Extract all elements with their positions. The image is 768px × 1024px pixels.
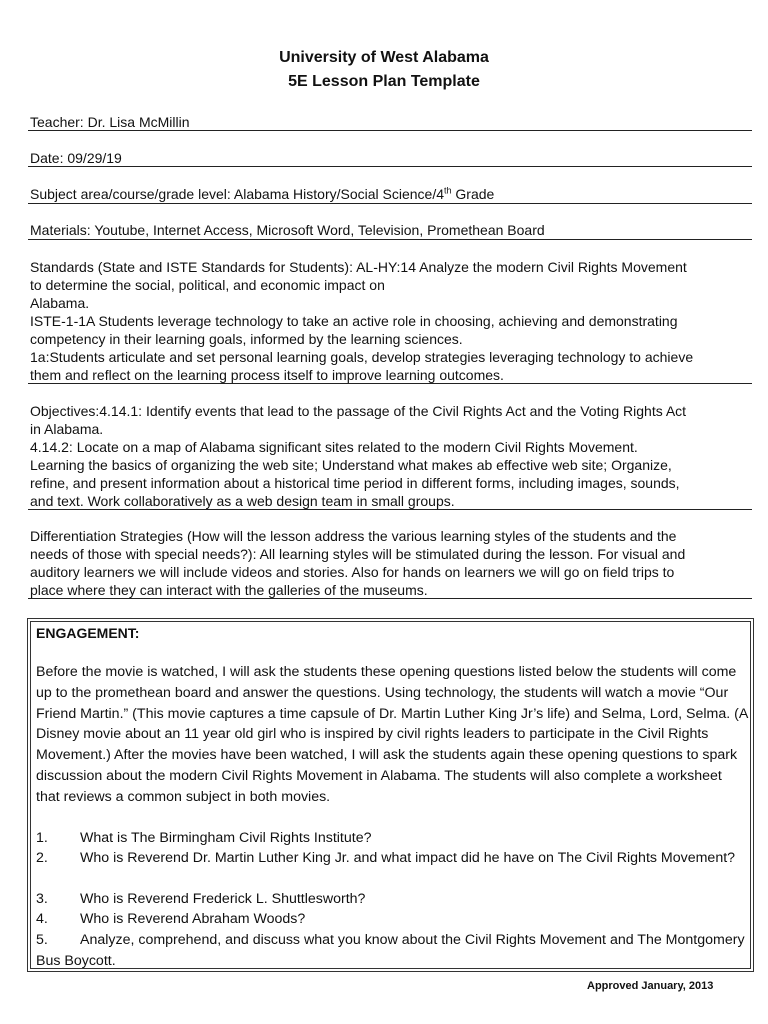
divider [28, 509, 752, 510]
date-field: Date: 09/29/19 [30, 150, 122, 166]
differentiation-field: Differentiation Strategies (How will the lesson address the various learning styles of the students and the needs of those with special needs?): All learning styles will be stimulated during the lesson. For visual and auditory learners we will include videos and stories. Also for hands on learners we will go on field trips to place where they can interact with the galleries of the museums. [30, 528, 686, 598]
standards-field: Standards (State and ISTE Standards for Students): AL-HY:14 Analyze the modern Civil Rights Movement to determine the social, political, and economic impact on Alabama. ISTE-1-1A Students leverage technology to take an active role in choosing, achieving and demonstrating competency in their learning goals, informed by the learning sciences. 1a:Students articulate and set personal learning goals, develop strategies leveraging technology to achieve them and reflect on the learning process itself to improve learning outcomes. [30, 259, 694, 383]
question-text: Who is Reverend Frederick L. Shuttlesworth? [80, 891, 366, 907]
divider [28, 239, 752, 240]
divider [28, 166, 752, 167]
question-item [36, 848, 748, 869]
question-text: What is The Birmingham Civil Rights Institute? [80, 830, 372, 846]
materials-field: Materials: Youtube, Internet Access, Microsoft Word, Television, Promethean Board [30, 222, 545, 238]
question-number: 3. [36, 891, 48, 907]
teacher-field: Teacher: Dr. Lisa McMillin [30, 114, 190, 130]
divider [28, 203, 752, 204]
question-text: Who is Reverend Dr. Martin Luther King Jr. and what impact did he have on The Civil Rights Movement? [80, 850, 736, 866]
divider [28, 598, 752, 599]
question-number: 2. [36, 850, 48, 866]
grade-ordinal: th [444, 185, 452, 196]
question-item [36, 889, 748, 910]
question-item [36, 930, 748, 971]
question-number: 4. [36, 911, 48, 927]
university-title: University of West Alabama [279, 49, 489, 66]
objectives-field: Objectives:4.14.1: Identify events that lead to the passage of the Civil Rights Act and the Voting Rights Act in Alabama. 4.14.2: Locate on a map of Alabama significant sites related to the modern Civil Rights Movement. Learning the basics of organizing the web site; Understand what makes ab effective web site; Organize, refine, and present information about a historical time period in different forms, including images, sounds, and text. Work collaboratively as a web design team in small groups. [30, 403, 687, 509]
engagement-body: Before the movie is watched, I will ask the students these opening questions listed below the students will come up to the promethean board and answer the questions. Using technology, the students will watch a movie “Our Friend Martin.” (This movie captures a time capsule of Dr. Martin Luther King Jr’s life) and Selma, Lord, Selma. (A Disney movie about an 11 year old girl who is inspired by civil rights leaders to participate in the Civil Rights Movement.) After the movies have been watched, I will ask the students again these opening questions to spark discussion about the modern Civil Rights Movement in Alabama. The students will also complete a worksheet that reviews a common subject in both movies. [36, 664, 748, 805]
subject-grade: Grade [451, 186, 495, 202]
question-number: 1. [36, 830, 48, 846]
question-text: Who is Reverend Abraham Woods? [80, 911, 306, 927]
subject-field [30, 185, 750, 203]
question-item [36, 828, 748, 849]
question-number: 5. [36, 932, 48, 948]
question-text: Analyze, comprehend, and discuss what you know about the Civil Rights Movement and The Montgomery Bus Boycott. [36, 932, 745, 969]
engagement-heading: ENGAGEMENT: [36, 625, 140, 641]
question-item [36, 909, 748, 930]
divider [28, 130, 752, 131]
template-title: 5E Lesson Plan Template [288, 73, 480, 90]
subject-text: Subject area/course/grade level: Alabama History/Social Science/4 [30, 186, 444, 202]
divider [28, 383, 752, 384]
approved-footer: Approved January, 2013 [587, 980, 714, 992]
